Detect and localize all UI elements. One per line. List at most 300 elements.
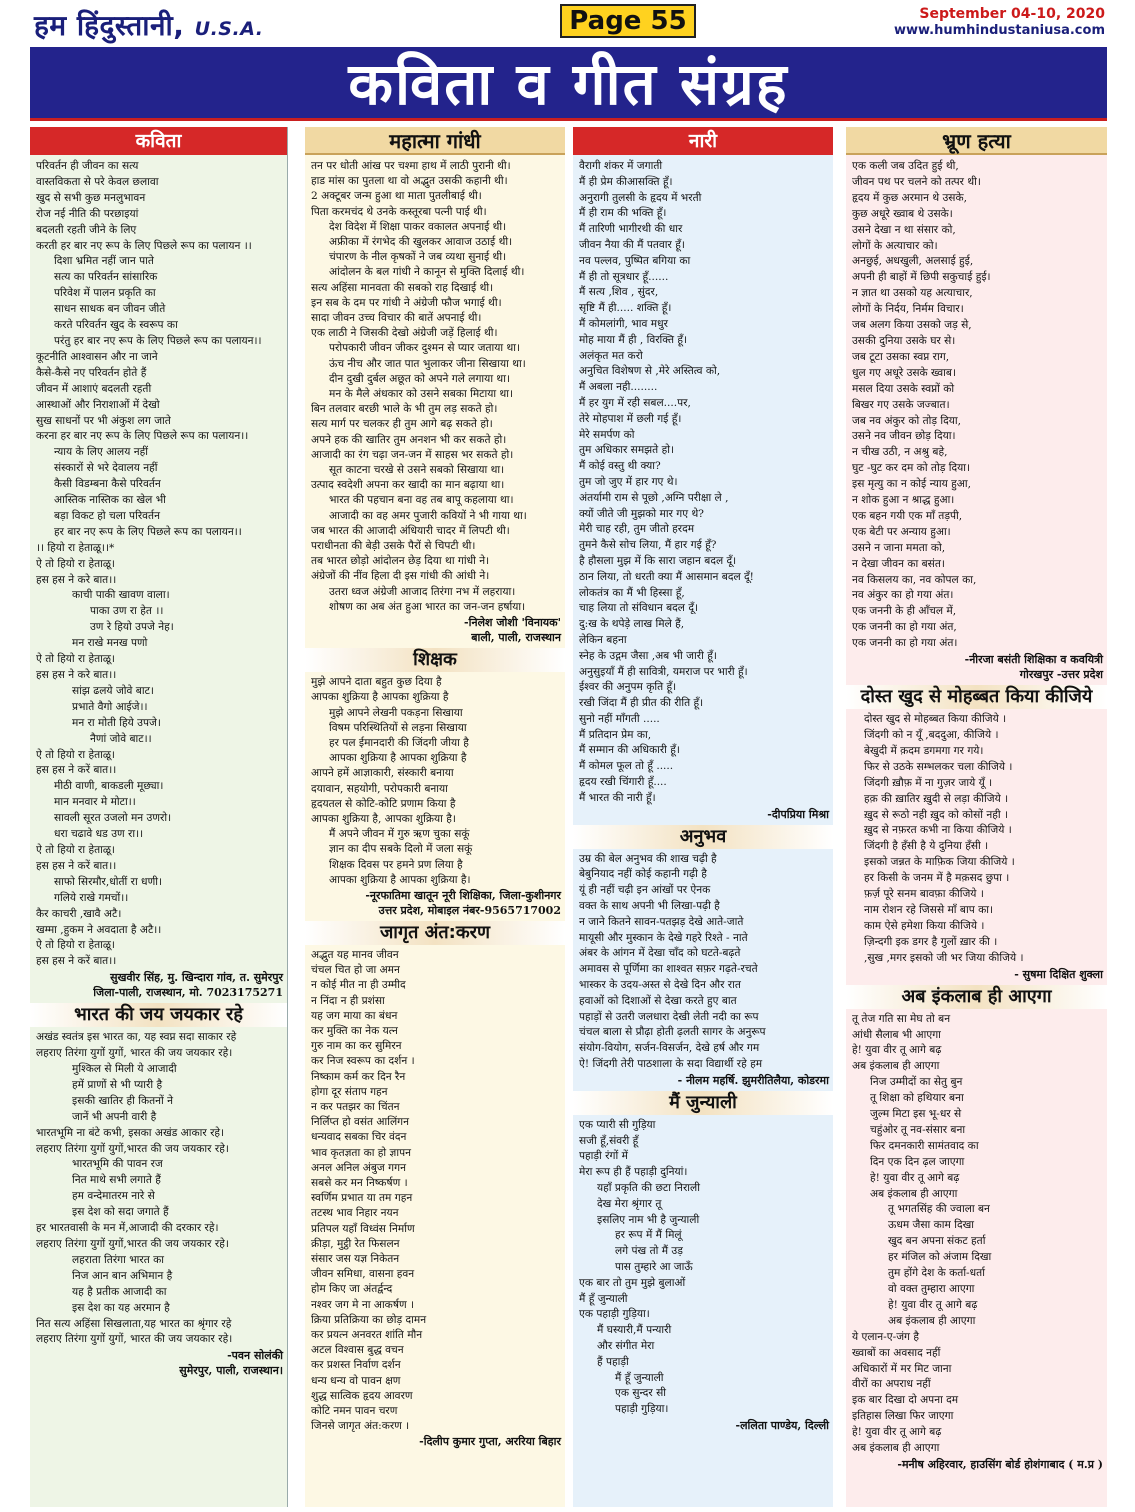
poem-line: मुझे आपने लेखनी पकड़ना सिखाया <box>329 706 463 719</box>
poem-line: एक जननी के ही आँचल में, <box>852 605 957 618</box>
poem-line: गुरु नाम का कर सुमिरन <box>311 1040 402 1053</box>
poem-line: परंतु हर बार नए रूप के लिए पिछले रूप का पलायन।। <box>54 334 262 347</box>
poem-anubhav <box>573 852 833 1073</box>
poem-line: अखंड स्वतंत्र इस भारत का, यह स्वप्न सदा साकार रहे <box>36 1031 237 1044</box>
poem-line: लेकिन बहना <box>579 633 627 646</box>
poem-line: बेबुनियाद नहीं कोई कहानी गढ़ी है <box>579 868 707 881</box>
poem-line: धन्यवाद सबका चिर वंदन <box>311 1131 407 1144</box>
poem-line: जिंदगी है हँसी है ये दुनिया हँसी । <box>864 840 989 853</box>
poem-line: अनुसुइयाँ मैं ही सावित्री, यमराज पर भारी हूँ। <box>579 665 748 678</box>
poem-line: इसको जन्नत के माफ़िक जिया कीजिये । <box>864 856 1015 869</box>
poem-line: ऐ तो हियो रा हेताळू। <box>36 748 115 761</box>
poem-line: खुद बन अपना संकट हर्ता <box>888 1235 986 1248</box>
poem-line: परिवेश में पालन प्रकृति का <box>54 287 156 300</box>
poem-line: जिंदगी ख़ौफ़ में ना गुज़र जाये यूँ । <box>864 776 993 789</box>
poem-line: मुझे आपने दाता बहुत कुछ दिया है <box>311 676 442 689</box>
poem-title-bhrun: भ्रूण हत्या <box>846 127 1107 155</box>
poem-line: मन के मैले अंधकार को उसने सबका मिटाया था। <box>329 388 514 401</box>
column-1 <box>30 127 288 1507</box>
poem-line: तेरे मोहपाश में छली गई हूँ। <box>579 412 682 425</box>
poem-line: पिता करमचंद थे उनके कस्तूरबा पत्नी पाई थी। <box>311 205 487 218</box>
poem-line: अंतर्यामी राम से पूछो ,अग्नि परीक्षा ले , <box>579 491 729 504</box>
poem-line: संयोग-वियोग, सर्जन-विसर्जन, देखे हर्ष और गम <box>579 1042 760 1055</box>
poem-line: अब इंकलाब ही आएगा <box>870 1187 958 1200</box>
poem-line: निज आन बान अभिमान है <box>72 1269 173 1282</box>
poem-line: मैं कोमल फूल तो हूँ ..... <box>579 760 674 773</box>
author-sukhveer-address: जिला-पाली, राजस्थान, मो. 7023175271 <box>93 986 283 1000</box>
poem-line: मीठी वाणी, बाकडली मूछ्या। <box>54 780 164 793</box>
poem-line: वीरों का अपराध नहीं <box>852 1378 931 1391</box>
poem-line: है हौसला मुझ में कि सारा जहान बदल दूँ। <box>579 554 737 567</box>
poem-line: मेरी चाह रही, तुम जीतो हरदम <box>579 523 695 536</box>
poem-line: आंदोलन के बल गांधी ने कानून से मुक्ति दिलाई थी। <box>329 266 525 279</box>
poem-line: उसने न जाना ममता को, <box>852 541 946 554</box>
poem-line: अधिकारों में मर मिट जाना <box>852 1362 952 1375</box>
poem-line: दीन दुखी दुर्बल अछूत को अपने गले लगाया था। <box>329 372 510 385</box>
poem-line: हैं पहाड़ी <box>597 1355 629 1368</box>
poem-line: आपका शुक्रिया है आपका शुक्रिया है <box>311 691 449 704</box>
poem-line: क्यों जीते जी मुझको मार गए थे? <box>579 507 704 520</box>
poem-line: इतिहास लिखा फिर जाएगा <box>852 1410 954 1423</box>
poem-line: अमावस से पूर्णिमा का शाश्वत सफ़र गढ़ते-रचते <box>579 963 758 976</box>
poem-line: सत्य मार्ग पर चलकर ही तुम आगे बढ़ सकते हो। <box>311 418 493 431</box>
poem-jagrit <box>305 948 565 1435</box>
poem-line: अद्भुत यह मानव जीवन <box>311 948 399 961</box>
poem-line: परोपकारी जीवन जीकर दुश्मन से प्यार जताया था। <box>329 342 521 355</box>
poem-line: अंबर के आंगन में देखा चाँद को घटते-बढ़ते <box>579 947 741 960</box>
poem-line: खुद से सभी कुछ मनलुभावन <box>36 191 146 204</box>
poem-line: अब इंकलाब ही आएगा <box>888 1314 976 1327</box>
poem-line: एक सुन्दर सी <box>615 1387 667 1400</box>
poem-line: इन सब के दम पर गांधी ने अंग्रेजी फौज भगाई थी। <box>311 296 502 309</box>
poem-line: नित सत्य अहिंसा सिखलाता,यह भारत का श्रृंगार रहे <box>36 1317 232 1330</box>
poem-line: बदलती रहती जीने के लिए <box>36 223 137 236</box>
masthead <box>0 0 1135 46</box>
poem-title-shikshak: शिक्षक <box>305 648 565 672</box>
poem-line: न चीख उठी, न अश्रु बहे, <box>852 446 948 459</box>
brand-name: हम हिंदुस्तानी, <box>34 9 185 42</box>
poem-line: ख़ुद से नफ़रत कभी ना किया कीजिये । <box>864 824 1012 837</box>
poem-line: मैं कोई वस्तु थी क्या? <box>579 460 661 473</box>
author-noorfatima: -नूरफातिमा खातून नूरी शिक्षिका, जिला-कुशीनगर <box>365 888 561 902</box>
poem-line: ज़िन्दगी इक डगर है गुलों ख़ार की । <box>864 935 998 948</box>
poem-line: आजादी का वह अमर पुजारी कवियों ने भी गाया था। <box>329 509 527 522</box>
column-4 <box>846 127 1107 1507</box>
poem-title-nari: नारी <box>573 127 833 155</box>
poem-line: मुश्किल से मिली ये आजादी <box>72 1063 177 1076</box>
poem-line: न कोई मीत ना ही उम्मीद <box>311 979 406 992</box>
poem-line: ज्ञान का दीप सबके दिलो में जला सकूं <box>329 843 473 856</box>
poem-line: हम वन्देमातरम नारे से <box>72 1190 155 1203</box>
poem-line: मैं सत्य ,शिव , सुंदर, <box>579 286 659 299</box>
poem-line: इसकी खातिर ही कितनों ने <box>72 1094 174 1107</box>
poem-line: दयावान, सहयोगी, परोपकारी बनाया <box>311 782 448 795</box>
poem-line: हस हस ने करें बात।। <box>36 764 117 777</box>
poem-line: धरा चढावे धड उण रा।। <box>54 828 144 841</box>
poem-line: चंपारण के नील कृषकों ने जब व्यथा सुनाई थी। <box>329 251 507 264</box>
poem-line: हे! युवा वीर तू आगे बढ़ <box>870 1171 960 1184</box>
poem-line: लोकतंत्र का मैं भी हिस्सा हूँ, <box>579 586 685 599</box>
poem-line: तटस्थ भाव निहार नयन <box>311 1207 399 1220</box>
poem-line: करते परिवर्तन खुद के स्वरूप का <box>54 319 178 332</box>
poem-line: तन पर धोती आंख पर चश्मा हाथ में लाठी पुरानी थी। <box>311 160 511 172</box>
poem-line: ये एलान-ए-जंग है <box>852 1330 920 1343</box>
poem-line: अनुचित विशेषण से ,मेरे अस्तित्व को, <box>579 365 721 378</box>
poem-inklab <box>846 1012 1107 1457</box>
poem-line: अपनी ही बाहों में छिपी सकुचाई हुई। <box>852 271 991 284</box>
poem-line: हृदयतल से कोटि-कोटि प्रणाम किया है <box>311 797 456 810</box>
poem-line: न निंदा न ही प्रशंसा <box>311 994 385 1007</box>
poem-line: मैं अबला नही........ <box>579 381 658 394</box>
poem-line: पहाड़ी गुड़िया। <box>615 1403 669 1416</box>
poem-line: शिक्षक दिवस पर हमने प्रण लिया है <box>329 858 463 871</box>
poem-line: नश्वर जग मे ना आकर्षण । <box>311 1298 414 1311</box>
poem-line: मैं प्रतिदान प्रेम का, <box>579 728 652 741</box>
poem-line: मायूसी और मुस्कान के देखे गहरे रिश्ते - नाते <box>579 931 748 944</box>
poem-line: 2 अक्टूबर जन्म हुआ था माता पुतलीबाई थी। <box>311 190 482 203</box>
poem-line: मैं हूँ जुन्याली <box>579 1292 628 1305</box>
poem-line: खम्मा ,हुकम ने अवदाता है अटै।। <box>36 923 162 936</box>
poem-line: संस्कारों से भरे देवालय नहीं <box>54 462 158 475</box>
poem-line: हर किसी के जनम में है मक़सद छुपा । <box>864 872 1010 885</box>
poem-line: जिनसे जागृत अंत:करण । <box>311 1420 410 1433</box>
poem-line: हस हस ने करें बात।। <box>36 859 117 872</box>
author-lalita: -ललिता पाण्डेय, दिल्ली <box>735 1418 829 1432</box>
poem-line: काम ऐसे हमेशा किया कीजिये । <box>864 919 985 932</box>
poem-line: लहराए तिरंगा युगों युगों, भारत की जय जयकार रहे। <box>36 1333 233 1346</box>
poem-line: ठान लिया, तो धरती क्या मैं आसमान बदल दूँ! <box>579 570 754 583</box>
poem-bhrun <box>846 155 1107 652</box>
poem-line: रोज नई नीति की परछाइयां <box>36 207 139 220</box>
poem-line: लहराए तिरंगा युगों युगों,भारत की जय जयकार रहे। <box>36 1142 229 1155</box>
author-nilesh-address: बाली, पाली, राजस्थान <box>471 631 561 645</box>
poem-line: ऐ तो हियो रा हेताळू। <box>36 653 115 666</box>
poem-line: मैं ही प्रेम कीआसक्ति हूँ। <box>579 175 673 188</box>
poem-line: नित माथे सभी लगाते हैं <box>72 1174 161 1187</box>
poem-line: अनुरागी तुलसी के हृदय में भरती <box>579 191 702 204</box>
website-link[interactable]: www.humhindustaniusa.com <box>893 23 1105 38</box>
poem-line: सृष्टि मैं ही..... शक्ति हूँ। <box>579 302 672 315</box>
poem-line: पराधीनता की बेड़ी उसके पैरों से चिपटी थी। <box>311 540 476 553</box>
poem-line: आपका शुक्रिया है, आपका शुक्रिया है। <box>311 812 456 825</box>
poem-line: कर मुक्ति का नेक यत्न <box>311 1024 398 1037</box>
poem-line: चहुंओर तू नव-संसार बना <box>870 1123 966 1136</box>
poem-line: जीवन नैया की मैं पतवार हूँ। <box>579 238 685 251</box>
poem-line: घुट -घुट कर दम को तोड़ दिया। <box>852 462 971 475</box>
poem-line: लहराए तिरंगा युगों युगों,भारत की जय जयकार रहे। <box>36 1238 229 1250</box>
poem-line: तुम जो जुए में हार गए थे। <box>579 475 678 488</box>
poem-line: उत्पाद स्वदेशी अपना कर खादी का मान बढ़ाया था। <box>311 479 505 492</box>
poem-line: ऐ तो हियो रा हेताळू। <box>36 557 115 570</box>
poem-line: हस हस ने करें बात।। <box>36 955 117 968</box>
poem-line: जानें भी अपनी वारी है <box>72 1110 157 1123</box>
poem-line: भाव कृतज्ञता का हो ज्ञापन <box>311 1146 411 1159</box>
issue-date: September 04-10, 2020 <box>919 6 1105 22</box>
poem-line: सबसे कर मन निष्कर्षण । <box>311 1176 408 1189</box>
poem-line: आस्तिक नास्तिक का खेल भी <box>54 494 166 507</box>
poem-line: अपने हक की खातिर तुम अनशन भी कर सकते हो। <box>311 433 507 446</box>
poem-line: तुम अधिकार समझते हो। <box>579 444 674 457</box>
poem-line: वक्त के साथ अपनी भी लिखा-पढ़ी है <box>579 900 720 913</box>
poem-line: हे! युवा वीर तू आगे बढ़ <box>852 1426 942 1439</box>
poem-line: तुमने कैसे सोच लिया, मैं हार गई हूँ? <box>579 539 717 552</box>
poem-line: लोगों के अत्याचार को। <box>852 239 938 252</box>
poem-line: लोगों के निर्दय, निर्मम विचार। <box>852 303 964 316</box>
brand-suffix: U.S.A. <box>194 18 264 40</box>
poem-title-inklab: अब इंकलाब ही आएगा <box>846 985 1107 1009</box>
poem-line: देख मेरा श्रृंगार तू <box>597 1197 662 1210</box>
banner-title: कविता व गीत संग्रह <box>348 50 789 118</box>
poem-line: हर पल ईमानदारी की जिंदगी जीया है <box>329 736 469 749</box>
poem-line: नव पल्लव, पुष्पित बगिया का <box>579 254 691 267</box>
poem-line: कोटि नमन पावन चरण <box>311 1405 398 1418</box>
poem-line: न ज्ञात था उसको यह अत्याचार, <box>852 287 973 300</box>
poem-line: वो वक्त तुम्हारा आएगा <box>888 1283 975 1295</box>
column-3 <box>573 127 833 1507</box>
poem-line: आपका शुक्रिया है आपका शुक्रिया है <box>329 752 467 765</box>
poem-line: मेरा रूप ही हैं पहाड़ी दुनियां। <box>579 1166 688 1179</box>
poem-line: नव किसलय का, नव कोपल का, <box>852 573 977 586</box>
poem-line: एक कली जब उदित हुई थी, <box>852 160 959 172</box>
poem-line: एक बेटी पर अन्याय हुआ। <box>852 525 951 538</box>
poem-line: सुख साधनों पर भी अंकुश लग जाते <box>36 414 171 427</box>
poem-line: यह है प्रतीक आजादी का <box>72 1285 167 1298</box>
poem-line: पहाड़ी रंगों में <box>579 1150 628 1163</box>
poem-nari <box>573 155 833 807</box>
poem-line: अब इंकलाब ही आएगा <box>852 1442 940 1455</box>
poem-line: एक बहन गयी एक माँ तड़पी, <box>852 509 963 522</box>
poem-line: ऐ तो हियो रा हेताळू। <box>36 843 115 856</box>
poem-line: कर प्रयत्न अनवरत शांति मौन <box>311 1329 423 1342</box>
brand-logo[interactable] <box>34 6 263 44</box>
poem-line: हर मंजिल को अंजाम दिखा <box>888 1251 992 1264</box>
poem-line: पास तुम्हारे आ जाऊँ <box>615 1261 693 1273</box>
poem-line: आपने हमें आज्ञाकारी, संस्कारी बनाया <box>311 767 454 780</box>
poem-line: साफो सिरमौर,धोतीं रा धणी। <box>54 875 162 888</box>
poem-line: जीवन समिधा, वासना हवन <box>311 1268 415 1281</box>
poem-line: होगा दूर संताप गहन <box>311 1085 388 1098</box>
author-sushma: - सुषमा दिक्षित शुक्ला <box>1014 967 1103 981</box>
poem-line: शोषण का अब अंत हुआ भारत का जन-जन हर्षाया। <box>329 600 526 613</box>
poem-line: गलिये राखे गमचों।। <box>54 891 129 904</box>
poem-line: ईश्वर की अनुपम कृति हूँ। <box>579 681 677 694</box>
poem-line: निज उम्मीदों का सेतु बुन <box>870 1076 963 1089</box>
poem-line: अटल विश्वास बुद्ध वचन <box>311 1344 404 1357</box>
poem-line: इस देश का यह अरमान है <box>72 1301 170 1314</box>
poem-line: तुम होंगे देश के कर्ता-धर्ता <box>888 1267 985 1280</box>
poem-line: जब टूटा उसका स्वप्न राग, <box>852 350 950 363</box>
poem-line: विषम परिस्थितियों से लड़ना सिखाया <box>329 721 467 734</box>
poem-line: फ़र्ज़ पूरे सनम बावफ़ा कीजिये । <box>864 888 984 901</box>
poem-line: आजादी का रंग चढ़ा जन-जन में साहस भर सकते हो। <box>311 448 514 461</box>
poem-line: मान मनवार मे मोटा।। <box>54 796 136 809</box>
poem-line: हमें प्राणों से भी प्यारी है <box>72 1078 163 1091</box>
poem-line: आपका शुक्रिया है आपका शुक्रिया है। <box>329 873 471 886</box>
poem-line: सादा जीवन उच्च विचार की बातें अपनाई थी। <box>311 312 482 325</box>
poem-line: नव अंकुर का हो गया अंत। <box>852 589 954 602</box>
poem-line: यह जग माया का बंधन <box>311 1009 398 1022</box>
poem-line: शुद्ध सात्विक हृदय आवरण <box>311 1389 413 1402</box>
poem-line: चंचल बाला से प्रौढ़ा होती ढ़लती सागर के अनुरूप <box>579 1026 766 1039</box>
poem-line: एक बार तो तुम मुझे बुलाओं <box>579 1276 686 1289</box>
poem-line: ,सुख ,मगर इसको जी भर जिया कीजिये । <box>864 951 1024 964</box>
poem-line: चंचल चित हो जा अमन <box>311 964 400 977</box>
poem-line: सत्य का परिवर्तन सांसारिक <box>54 271 158 284</box>
poem-line: मेरे समर्पण को <box>579 428 635 441</box>
author-deeppriya: -दीपप्रिया मिश्रा <box>767 807 829 821</box>
author-neerja-address: गोरखपुर -उत्तर प्रदेश <box>1019 668 1103 682</box>
poem-line: मैं हूँ जुन्याली <box>615 1371 664 1384</box>
poem-line: हस हस ने करे बात।। <box>36 669 117 681</box>
poem-line: न देखा जीवन का बसंत। <box>852 557 945 570</box>
poem-line: सांझ ढलये जोवे बाट। <box>72 684 154 697</box>
poem-line: दोस्त खुद से मोहब्बत किया कीजिये । <box>864 713 1007 726</box>
poem-title-kavita: कविता <box>30 127 287 155</box>
poem-line: ख़ुद से रूठो नही ख़ुद को कोसों नही । <box>864 808 1008 821</box>
poem-line: इक बार दिखा दो अपना दम <box>852 1394 959 1407</box>
poem-line: उसने देखा न था संसार को, <box>852 223 956 236</box>
poem-line: निष्काम कर्म कर दिन रैन <box>311 1070 406 1083</box>
poem-line: देश विदेश में शिक्षा पाकर वकालत अपनाई थी। <box>329 220 507 233</box>
poem-line: न कर पतझर का चिंतन <box>311 1100 400 1113</box>
poem-line: अफ्रीका में रंगभेद की खुलकर आवाज उठाई थी। <box>329 236 513 249</box>
poem-line: जब भारत की आजादी अंधियारी चादर में लिपटी थी। <box>311 524 510 537</box>
poem-line: नैणां जोवे बाट।। <box>90 732 152 745</box>
poem-line: ऊंच नीच और जात पात भुलाकर जीना सिखाया था। <box>329 357 526 370</box>
poem-line: मन रा मोती हिये उपजे। <box>72 716 161 729</box>
poem-line: आंधी सैलाब भी आएगा <box>852 1028 941 1041</box>
poem-line: अलंकृत मत करो <box>579 349 643 362</box>
poem-line: जीवन में आशाएं बदलती रहती <box>36 382 152 395</box>
poem-line: बेखुदी में क़दम डगमगा गर गये। <box>864 744 984 757</box>
author-neerja: -नीरजा बसंती शिक्षिका व कवयित्री <box>964 653 1103 667</box>
poem-title-bharat: भारत की जय जयकार रहे <box>30 1003 287 1027</box>
poem-line: एक प्यारी सी गुड़िया <box>579 1118 656 1131</box>
poem-line: हर रूप में मैं मिलूं <box>615 1229 682 1242</box>
poem-line: कैर काचरी ,खावै अटै। <box>36 907 122 920</box>
poem-line: मसल दिया उसके स्वप्नों को <box>852 382 955 395</box>
poem-line: भारत की पहचान बना वह तब बापू कहलाया था। <box>329 494 514 507</box>
poem-line: एक जननी का हो गया अंत, <box>852 621 957 634</box>
poem-line: बड़ा विकट हो चला परिवर्तन <box>54 509 160 522</box>
poem-line: मैं भारत की नारी हूँ। <box>579 791 656 804</box>
poem-line: और संगीत मेरा <box>597 1339 655 1352</box>
poem-line: बिखर गए उसके जज्बात। <box>852 398 950 411</box>
author-manish: -मनीष अहिरवार, हाउसिंग बोर्ड होशंगाबाद ( म.प्र ) <box>897 1457 1103 1471</box>
poem-line: हे! युवा वीर तू आगे बढ़ <box>888 1298 978 1311</box>
poem-line: परिवर्तन ही जीवन का सत्य <box>36 160 139 172</box>
poem-dost <box>846 712 1107 967</box>
poem-line: हर बार नए रूप के लिए पिछले रूप का पलायन।। <box>54 525 242 538</box>
poem-line: निर्लिप्त हो वसंत आलिंगन <box>311 1116 410 1129</box>
poem-line: जब अलग किया उसको जड़ से, <box>852 319 972 332</box>
poem-line: ऐ तो हियो रा हेताळू। <box>36 939 115 952</box>
poem-line: वैरागी शंकर में जगाती <box>579 160 663 172</box>
poem-line: ऊधम जैसा काम दिखा <box>888 1219 975 1232</box>
poem-line: आस्थाओं और निराशाओं में देखो <box>36 398 160 411</box>
poem-line: उसकी दुनिया उसके घर से। <box>852 334 956 347</box>
poem-line: अंग्रेजों की नींव हिला दी इस गांधी की आंधी ने। <box>311 570 490 583</box>
poem-line: न जाने कितने सावन-पतझड़ देखे आते-जाते <box>579 915 744 928</box>
poem-line: अनल अनिल अंबुज गगन <box>311 1161 406 1174</box>
poem-line: ऐ! जिंदगी तेरी पाठशाला के सदा विद्यार्थी रहे हम <box>579 1058 763 1071</box>
poem-line: एक लाठी ने जिसकी देखो अंग्रेजी जड़ें हिलाई थी। <box>311 327 498 340</box>
poem-line: करती हर बार नए रूप के लिए पिछले रूप का पलायन ।। <box>36 239 252 252</box>
poem-line: मन राखे मनख पणो <box>72 637 148 650</box>
poem-line: सुनो नहीं माँगती ..... <box>579 712 660 725</box>
poem-line: जिंदगी को न यूँ ,बददुआ, कीजिये । <box>864 729 999 741</box>
author-neelam: - नीलम महर्षि. झुमरीतिलैया, कोडरमा <box>677 1073 829 1087</box>
poem-line: करना हर बार नए रूप के लिए पिछले रूप का पलायन।। <box>36 430 249 443</box>
poem-line: एक पहाड़ी गुड़िया। <box>579 1308 650 1321</box>
poem-line: तब भारत छोड़ो आंदोलन छेड़ दिया था गांधी ने। <box>311 555 490 568</box>
poem-kavita <box>30 155 287 541</box>
poem-line: स्वर्णिम प्रभात या तम गहन <box>311 1192 413 1205</box>
poem-line: फिर दमनकारी सामंतवाद का <box>870 1139 979 1152</box>
poem-line: भारतभूमि ना बंटे कभी, इसका अखंड आकार रहे। <box>36 1126 225 1139</box>
poem-line: भास्कर के उदय-अस्त से देखे दिन और रात <box>579 979 741 992</box>
poem-line: कुछ अधूरे ख्वाब थे उसके। <box>852 207 953 220</box>
poem-line: क्रीड़ा, मुट्ठी रेत फिसलन <box>311 1237 400 1250</box>
author-sukhveer: सुखवीर सिंह, मु. खिन्दारा गांव, त. सुमेरपुर <box>110 971 283 985</box>
poem-line: ।। हियो रा हेताळू।।* <box>36 541 115 554</box>
section-banner <box>30 47 1107 121</box>
poem-line: हस हस ने करे बात।। <box>36 573 117 586</box>
poem-line: कैसे-कैसे नए परिवर्तन होते हैं <box>36 366 147 379</box>
poem-line: हृदय में कुछ अरमान थे उसके, <box>852 191 967 204</box>
poem-line: लगे पंख तो मैं उड़ <box>615 1245 683 1258</box>
poem-line: उसने नव जीवन छोड़ दिया। <box>852 430 956 443</box>
poem-line: मैं कोमलांगी, भाव मधुर <box>579 317 668 330</box>
poem-line: जब नव अंकुर को तोड़ दिया, <box>852 414 962 427</box>
poem-line: अब इंकलाब ही आएगा <box>852 1060 940 1073</box>
poem-title-anubhav: अनुभव <box>573 825 833 849</box>
poem-line: इस मृत्यु का न कोई न्याय हुआ, <box>852 478 971 491</box>
poem-title-jagrit: जागृत अंत:करण <box>305 921 565 945</box>
poem-line: तू तेज गति सा मेघ तो बन <box>852 1012 951 1025</box>
poem-line: उण रे हियो उपजे नेह। <box>90 621 174 634</box>
author-noorfatima-address: उत्तर प्रदेश, मोबाइल नंबर-9565717002 <box>378 903 561 917</box>
poem-line: मैं सम्मान की अधिकारी हूँ। <box>579 744 680 757</box>
author-dilip: -दिलीप कुमार गुप्ता, अररिया बिहार <box>419 1435 561 1449</box>
poem-line: उतरा ध्वज अंग्रेजी आजाद तिरंगा नभ में लहराया। <box>329 585 516 598</box>
poem-title-dost: दोस्त खुद से मोहब्बत किया कीजिये <box>846 685 1107 709</box>
poem-line: धन्य धन्य वो पावन क्षण <box>311 1374 401 1387</box>
author-pawan: -पवन सोलंकी <box>227 1349 283 1363</box>
poem-line: कूटनीति आश्वासन और ना जाने <box>36 350 158 363</box>
poem-bharat <box>30 1030 287 1348</box>
poem-line: हे! युवा वीर तू आगे बढ़ <box>852 1044 942 1057</box>
author-nilesh: -निलेश जोशी 'विनायक' <box>464 616 561 630</box>
poem-line: प्रतिपल यहाँ विध्वंस निर्माण <box>311 1222 415 1235</box>
poem-line: पहाड़ों से उतरी जलधारा देखी लेती नदी का रूप <box>579 1010 759 1023</box>
poem-line: मैं ही तो सूत्रधार हूँ...... <box>579 270 669 283</box>
poem-line: यहाँ प्रकृति की छटा निराली <box>597 1182 700 1195</box>
poem-line: एक जननी का हो गया अंत। <box>852 637 958 650</box>
poem-line: इस देश को सदा जगाते हैं <box>72 1206 169 1219</box>
poem-line: ख्वाबों का अवसाद नहीं <box>852 1346 941 1359</box>
poem-line: मैं हर युग में रही सबल....पर, <box>579 396 691 409</box>
poem-line: प्रभाते वैगो आईजे।। <box>72 700 148 713</box>
poem-line: दिशा भ्रमित नहीं जान पाते <box>54 255 154 268</box>
poem-line: हर भारतवासी के मन में,आजादी की दरकार रहे। <box>36 1222 219 1235</box>
author-pawan-address: सुमेरपुर, पाली, राजस्थान। <box>179 1364 283 1378</box>
poem-line: सजी हूँ,संवरी हूँ <box>579 1134 639 1147</box>
poem-line: न शोक हुआ न श्राद्ध हुआ। <box>852 494 955 507</box>
poem-line: मैं ही राम की भक्ति हूँ। <box>579 207 667 220</box>
poem-line: साधन साधक बन जीवन जीते <box>54 303 166 316</box>
poem-junyali <box>573 1118 833 1418</box>
